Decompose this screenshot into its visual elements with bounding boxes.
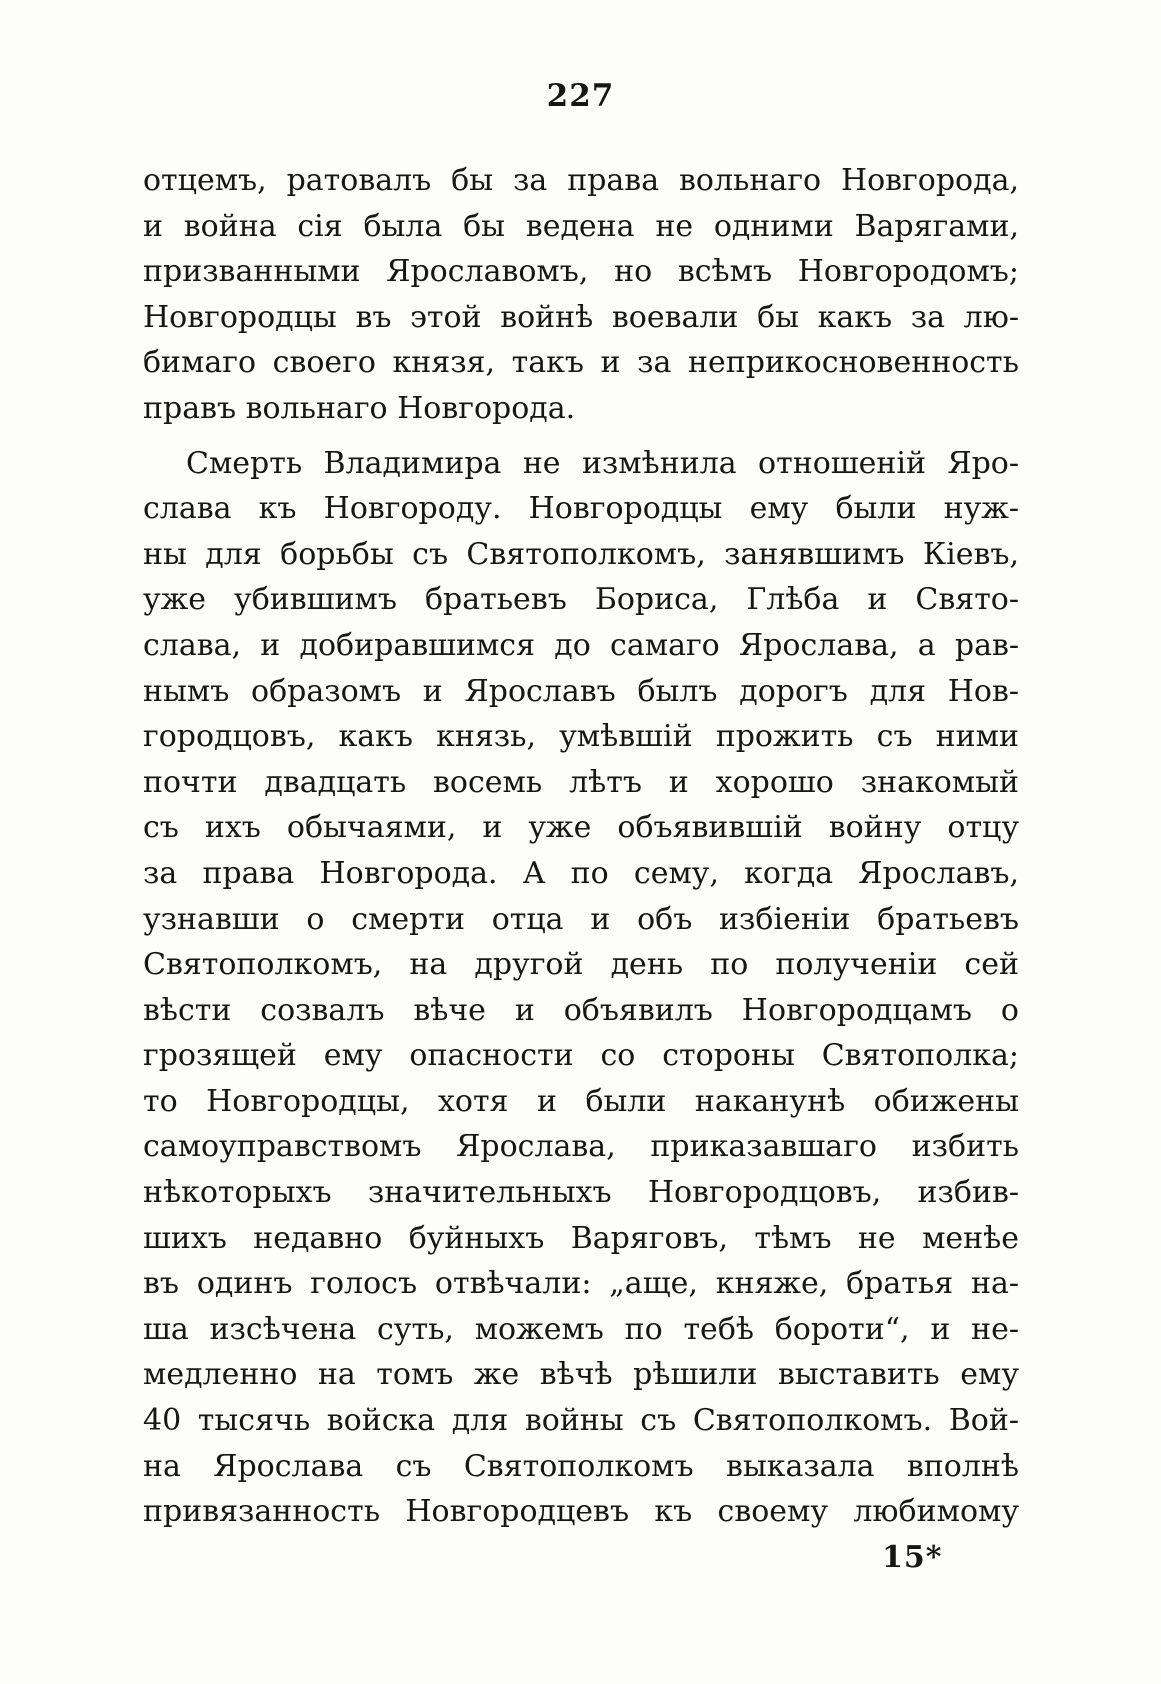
text-line: нымъ образомъ и Ярославъ былъ дорогъ для Нов- <box>143 673 1019 709</box>
text-line: привязанность Новгородцевъ къ своему любимому <box>143 1494 1019 1530</box>
text-line: вѣсти созвалъ вѣче и объявилъ Новгородцамъ о <box>143 992 1019 1028</box>
text-line: шихъ недавно буйныхъ Варяговъ, тѣмъ не менѣе <box>143 1220 1019 1256</box>
text-line: призванными Ярославомъ, но всѣмъ Новгородомъ; <box>143 254 1019 290</box>
text-line: узнавши о смерти отца и объ избіеніи братьевъ <box>143 901 1019 937</box>
text-line: слава, и добиравшимся до самаго Ярослава, а рав- <box>143 627 1019 663</box>
text-line: ны для борьбы съ Святополкомъ, занявшимъ Кіевъ, <box>143 536 1019 572</box>
text-line: Смерть Владимира не измѣнила отношеній Яро- <box>186 445 1019 481</box>
text-line: медленно на томъ же вѣчѣ рѣшили выставить ему <box>143 1357 1019 1393</box>
text-line: и война сія была бы ведена не одними Варягами, <box>143 208 1019 244</box>
text-line: 40 тысячь войска для войны съ Святополкомъ. Вой- <box>143 1403 1019 1439</box>
text-line: то Новгородцы, хотя и были наканунѣ обижены <box>143 1083 1019 1119</box>
text-line: нѣкоторыхъ значительныхъ Новгородцовъ, избив- <box>143 1175 1019 1211</box>
text-line: правъ вольнаго Новгорода. <box>143 390 576 426</box>
text-line: отцемъ, ратовалъ бы за права вольнаго Новгорода, <box>143 163 1019 198</box>
text-line: съ ихъ обычаями, и уже объявившій войну отцу <box>143 810 1019 846</box>
page-number: 227 <box>546 78 615 114</box>
text-line: слава къ Новгороду. Новгородцы ему были нуж- <box>143 491 1019 527</box>
text-line: самоуправствомъ Ярослава, приказавшаго избить <box>143 1129 1019 1165</box>
text-line: почти двадцать восемь лѣтъ и хорошо знакомый <box>143 764 1019 800</box>
paragraph-gap <box>143 432 1019 441</box>
text-line: Новгородцы въ этой войнѣ воевали бы какъ за лю- <box>143 299 1019 335</box>
text-line: на Ярослава съ Святополкомъ выказала вполнѣ <box>143 1448 1019 1484</box>
text-line: въ одинъ голосъ отвѣчали: „аще, княже, братья на- <box>143 1266 1019 1302</box>
text-line: бимаго своего князя, такъ и за неприкосновенность <box>143 345 1019 381</box>
body-text <box>143 158 1019 1535</box>
text-line: городцовъ, какъ князь, умѣвшій прожить съ ними <box>143 719 1019 755</box>
text-line: ша изсѣчена суть, можемъ по тебѣ бороти“, и не- <box>143 1311 1019 1347</box>
text-line: уже убившимъ братьевъ Бориса, Глѣба и Свято- <box>143 582 1019 618</box>
signature-mark: 15* <box>882 1540 943 1575</box>
text-line: Святополкомъ, на другой день по полученіи сей <box>143 947 1019 983</box>
text-line: грозящей ему опасности со стороны Святополка; <box>143 1038 1019 1074</box>
text-line: за права Новгорода. А по сему, когда Ярославъ, <box>143 855 1019 891</box>
